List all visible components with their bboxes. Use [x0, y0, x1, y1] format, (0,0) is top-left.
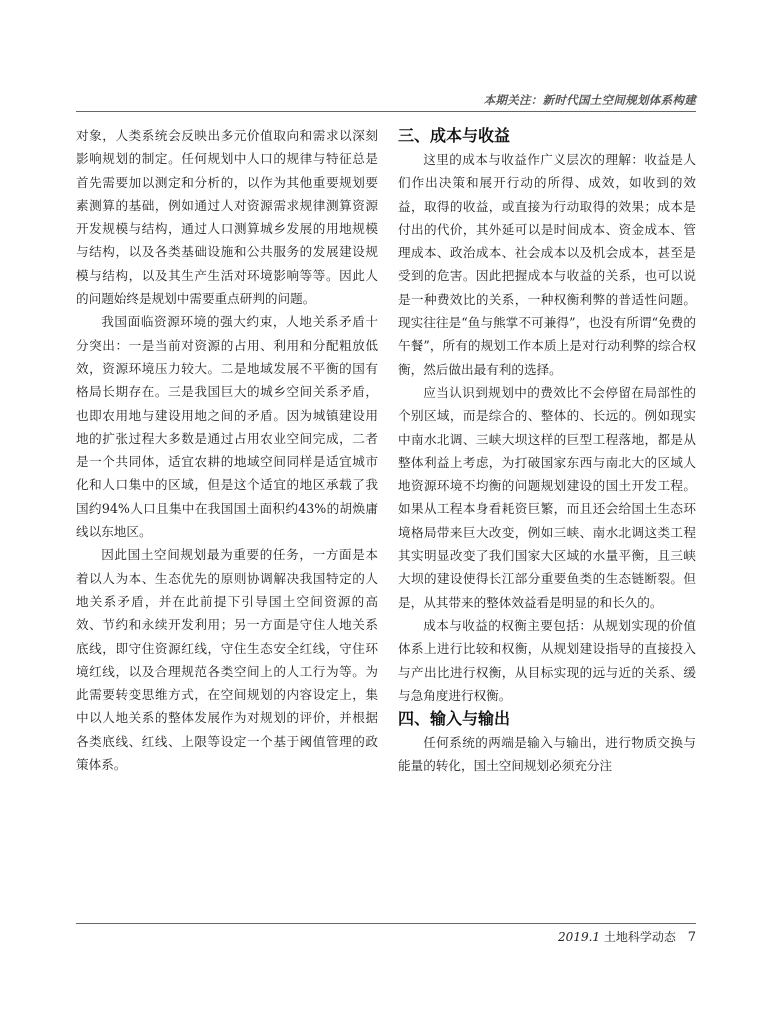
- right-paragraph-2: 应当认识到规划中的费效比不会停留在局部性的个别区域，而是综合的、整体的、长远的。例如现实中南水北调、三峡大坝这样的巨型工程落地，都是从整体利益上考虑，为打破国家东西与南北大的区域人地资源环境不均衡的问题规划建设的国土开发工程。如果从工程本身看耗资巨繁，而且还会给国土生态环境格局带来巨大改变，例如三峡、南水北调这类工程其实明显改变了我们国家大区域的水量平衡，且三峡大坝的建设使得长江部分重要鱼类的生态链断裂。但是，从其带来的整体效益看是明显的和长久的。: [398, 384, 696, 610]
- footer-journal-name: 土地科学动态: [603, 930, 676, 944]
- right-paragraph-4: 任何系统的两端是输入与输出，进行物质交换与能量的转化，国土空间规划必须充分注: [398, 735, 696, 774]
- footer-issue: 2019.1: [558, 930, 601, 944]
- page-footer: [558, 928, 696, 945]
- left-paragraph-3: 因此国土空间规划最为重要的任务，一方面是本着以人为本、生态优先的原则协调解决我国特定的人地关系矛盾，并在此前提下引导国土空间资源的高效、节约和永续开发利用；另一方面是守住人地关系底线，即守住资源红线，守住生态安全红线，守住环境红线，以及合理规范各类空间上的人工行为等。为此需要转变思维方式，在空间规划的内容设定上，集中以人地关系的整体发展作为对规划的评价，并根据各类底线、红线、上限等设定一个基于阈值管理的政策体系。: [76, 547, 378, 773]
- right-paragraph-1: 这里的成本与收益作广义层次的理解：收益是人们作出决策和展开行动的所得、成效，如收到的效益，取得的收益，或直接为行动取得的效果；成本是付出的代价，其外延可以是时间成本、资金成本、管理成本、政治成本、社会成本以及机会成本，甚至是受到的危害。因此把握成本与收益的关系，也可以说是一种费效比的关系，一种权衡利弊的普适性问题。现实往往是“鱼与熊掌不可兼得”，也没有所谓“免费的午餐”，所有的规划工作本质上是对行动利弊的综合权衡，然后做出最有利的选择。: [398, 152, 696, 377]
- section-heading-input-output: 四、输入与输出: [398, 709, 511, 729]
- running-header: [76, 92, 696, 110]
- footer-rule: [76, 923, 696, 924]
- left-column: [76, 124, 378, 776]
- right-paragraph-3: 成本与收益的权衡主要包括：从规划实现的价值体系上进行比较和权衡，从规划建设指导的直接投入与产出比进行权衡，从目标实现的远与近的关系、缓与急角度进行权衡。: [398, 617, 696, 703]
- left-paragraph-1: 对象，人类系统会反映出多元价值取向和需求以深刻影响规划的制定。任何规划中人口的规律与特征总是首先需要加以测定和分析的，以作为其他重要规划要素测算的基础，例如通过人对资源需求规律测算资源开发规模与结构，通过人口测算城乡发展的用地规模与结构，以及各类基础设施和公共服务的发展建设规模与结构，以及其生产生活对环境影响等等。因此人的问题始终是规划中需要重点研判的问题。: [76, 128, 378, 307]
- page-number: 7: [687, 930, 696, 945]
- header-rule: [76, 111, 696, 112]
- running-header-text: 本期关注：新时代国土空间规划体系构建: [483, 93, 696, 107]
- section-heading-cost-benefit: 三、成本与收益: [398, 126, 511, 145]
- right-column: [398, 124, 696, 778]
- left-paragraph-2: 我国面临资源环境的强大约束，人地关系矛盾十分突出：一是当前对资源的占用、利用和分配粗放低效，资源环境压力较大。二是地域发展不平衡的国有格局长期存在。三是我国巨大的城乡空间关系矛盾，也即农用地与建设用地之间的矛盾。因为城镇建设用地的扩张过程大多数是通过占用农业空间完成，二者是一个共同体，适宜农耕的地域空间同样是适宜城市化和人口集中的区域，但是这个适宜的地区承载了我国约94%人口且集中在我国国土面积约43%的胡焕庸线以东地区。: [76, 314, 378, 540]
